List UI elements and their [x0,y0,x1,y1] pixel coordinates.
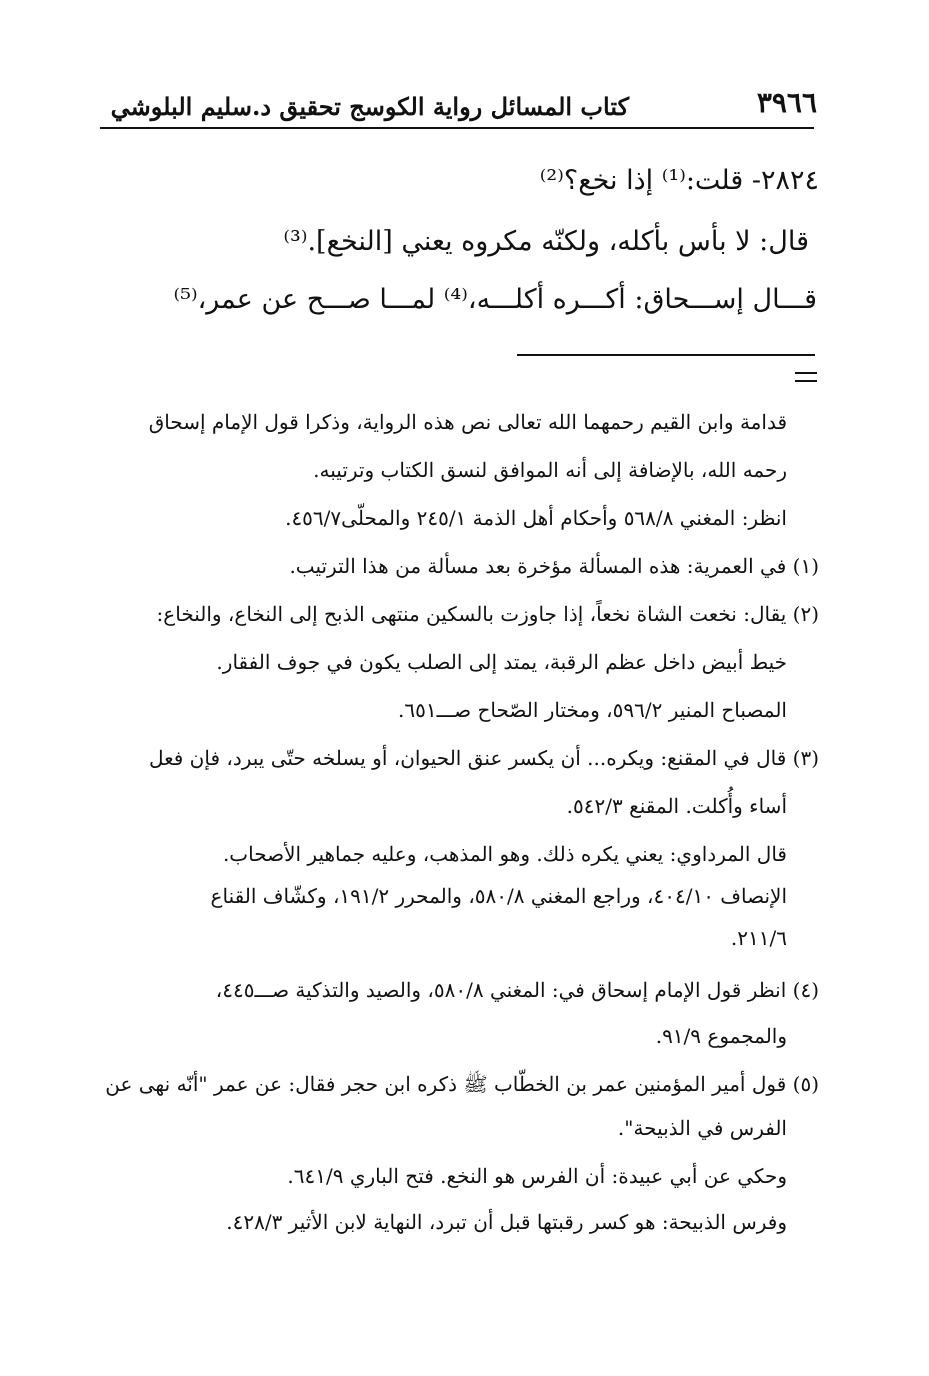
page-number: ٣٩٦٦ [756,86,817,119]
footnote-3-line: الإنصاف ٤٠٤/١٠، وراجع المغني ٥٨٠/٨، والمحرر ١٩١/٢، وكشّاف القناع [210,884,787,908]
main-ishaq-line: قـــال إســـحاق: أكـــره أكلـــه،⁽⁴⁾ لمـــا صـــح عن عمر،⁽⁵⁾ [173,284,817,315]
footnote-2-line: خيط أبيض داخل عظم الرقبة، يمتد إلى الصلب يكون في جوف الفقار. [216,650,787,674]
main-answer-line: قال: لا بأس بأكله، ولكنّه مكروه يعني [النخع].⁽³⁾ [283,226,809,257]
footnote-5: (٥) قول أمير المؤمنين عمر بن الخطّاب ﷺ ذكره ابن حجر فقال: عن عمر "أنّه نهى عن [105,1072,819,1096]
footnote-continued-line: قدامة وابن القيم رحمهما الله تعالى نص هذه الرواية، وذكرا قول الإمام إسحاق [148,410,787,434]
header-divider [100,127,814,129]
footnote-3-line: ٢١١/٦. [730,926,787,950]
footnote-3: (٣) قال في المقنع: ويكره... أن يكسر عنق الحيوان، أو يسلخه حتّى يبرد، فإن فعل [148,746,819,770]
footnote-continued-line: رحمه الله، بالإضافة إلى أنه الموافق لنسق الكتاب وترتيبه. [313,458,787,482]
footnote-divider [517,354,815,356]
footnote-4: (٤) انظر قول الإمام إسحاق في: المغني ٥٨٠/٨، والصيد والتذكية صـــ٤٤٥، [215,978,819,1002]
footnote-4-line: والمجموع ٩١/٩. [655,1024,787,1048]
footnote-5-line: وحكي عن أبي عبيدة: أن الفرس هو النخع. فتح الباري ٦٤١/٩. [287,1164,787,1188]
footnote-3-line: أساء وأُكلت. المقنع ٥٤٢/٣. [566,794,787,818]
running-title: كتاب المسائل رواية الكوسج تحقيق د.سليم البلوشي [110,92,629,121]
footnote-3-line: قال المرداوي: يعني يكره ذلك. وهو المذهب، وعليه جماهير الأصحاب. [222,842,787,866]
main-question-line: ٢٨٢٤- قلت:⁽¹⁾ إذا نخع؟⁽²⁾ [539,165,819,196]
footnote-5-line: الفرس في الذبيحة". [617,1116,787,1140]
continuation-mark [795,372,817,388]
footnote-1: (١) في العمرية: هذه المسألة مؤخرة بعد مسألة من هذا الترتيب. [289,554,819,578]
footnote-continued-line: انظر: المغني ٥٦٨/٨ وأحكام أهل الذمة ٢٤٥/١ والمحلّى٤٥٦/٧. [285,506,787,530]
footnote-2-line: المصباح المنير ٥٩٦/٢، ومختار الصّحاح صـــ٦٥١. [397,698,787,722]
footnote-2: (٢) يقال: نخعت الشاة نخعاً، إذا جاوزت بالسكين منتهى الذبح إلى النخاع، والنخاع: [156,602,819,626]
footnote-5-line: وفرس الذبيحة: هو كسر رقبتها قبل أن تبرد، النهاية لابن الأثير ٤٢٨/٣. [226,1210,787,1234]
